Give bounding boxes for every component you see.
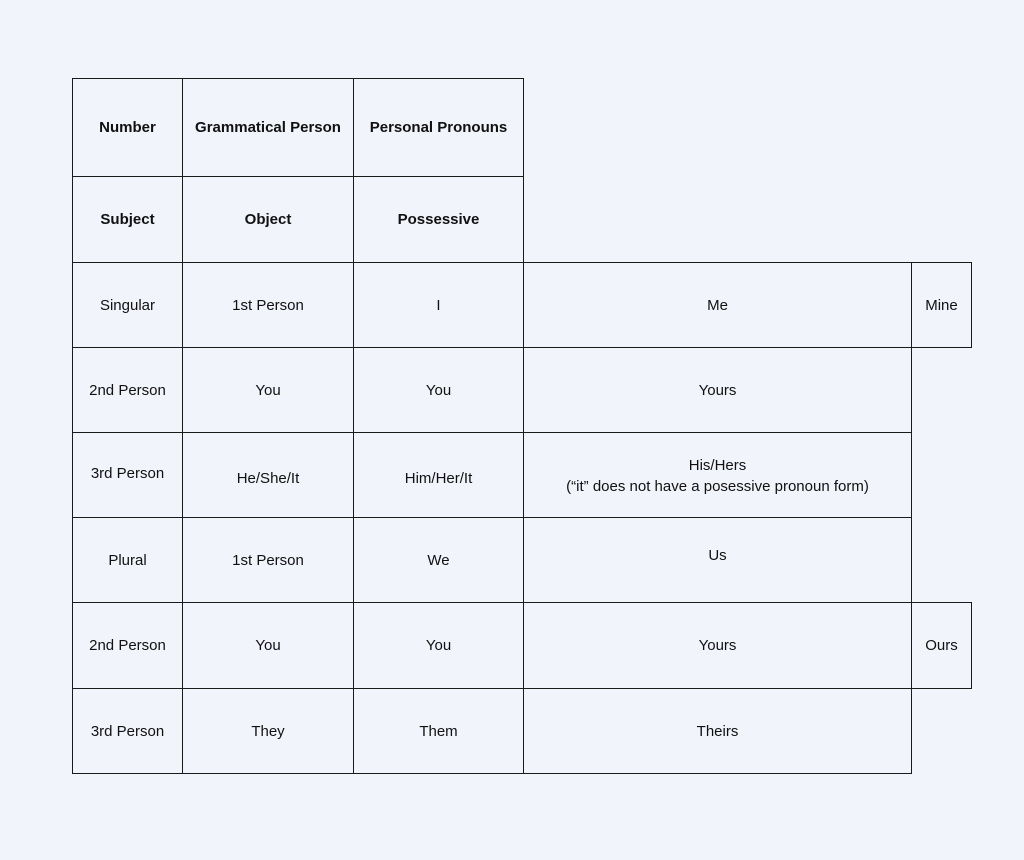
table-cell: Singular	[72, 262, 183, 348]
table-cell: 1st Person	[182, 262, 354, 348]
table-cell: We	[353, 517, 524, 603]
table-header-cell: Grammatical Person	[182, 78, 354, 177]
table-cell: You	[182, 347, 354, 433]
table-cell: Yours	[523, 602, 912, 689]
table-cell: Plural	[72, 517, 183, 603]
table-cell: 3rd Person	[72, 432, 183, 518]
table-cell: You	[182, 602, 354, 689]
table-cell: 1st Person	[182, 517, 354, 603]
table-cell: 2nd Person	[72, 347, 183, 433]
table-header-cell: Personal Pronouns	[353, 78, 524, 177]
table-header-cell: Number	[72, 78, 183, 177]
table-cell: 3rd Person	[72, 688, 183, 774]
table-cell: They	[182, 688, 354, 774]
table-cell: Them	[353, 688, 524, 774]
table-header-cell: Subject	[72, 176, 183, 263]
table-cell: Him/Her/It	[353, 432, 524, 518]
table-header-cell: Possessive	[353, 176, 524, 263]
table-cell: Ours	[911, 602, 972, 689]
table-cell: He/She/It	[182, 432, 354, 518]
table-cell: Me	[523, 262, 912, 348]
table-cell: You	[353, 347, 524, 433]
table-cell: Mine	[911, 262, 972, 348]
table-cell: Yours	[523, 347, 912, 433]
table-cell: You	[353, 602, 524, 689]
table-cell: 2nd Person	[72, 602, 183, 689]
table-header-cell: Object	[182, 176, 354, 263]
table-cell: Us	[523, 517, 912, 603]
table-cell: I	[353, 262, 524, 348]
table-cell: His/Hers (“it” does not have a posessive pronoun form)	[523, 432, 912, 518]
table-cell: Theirs	[523, 688, 912, 774]
